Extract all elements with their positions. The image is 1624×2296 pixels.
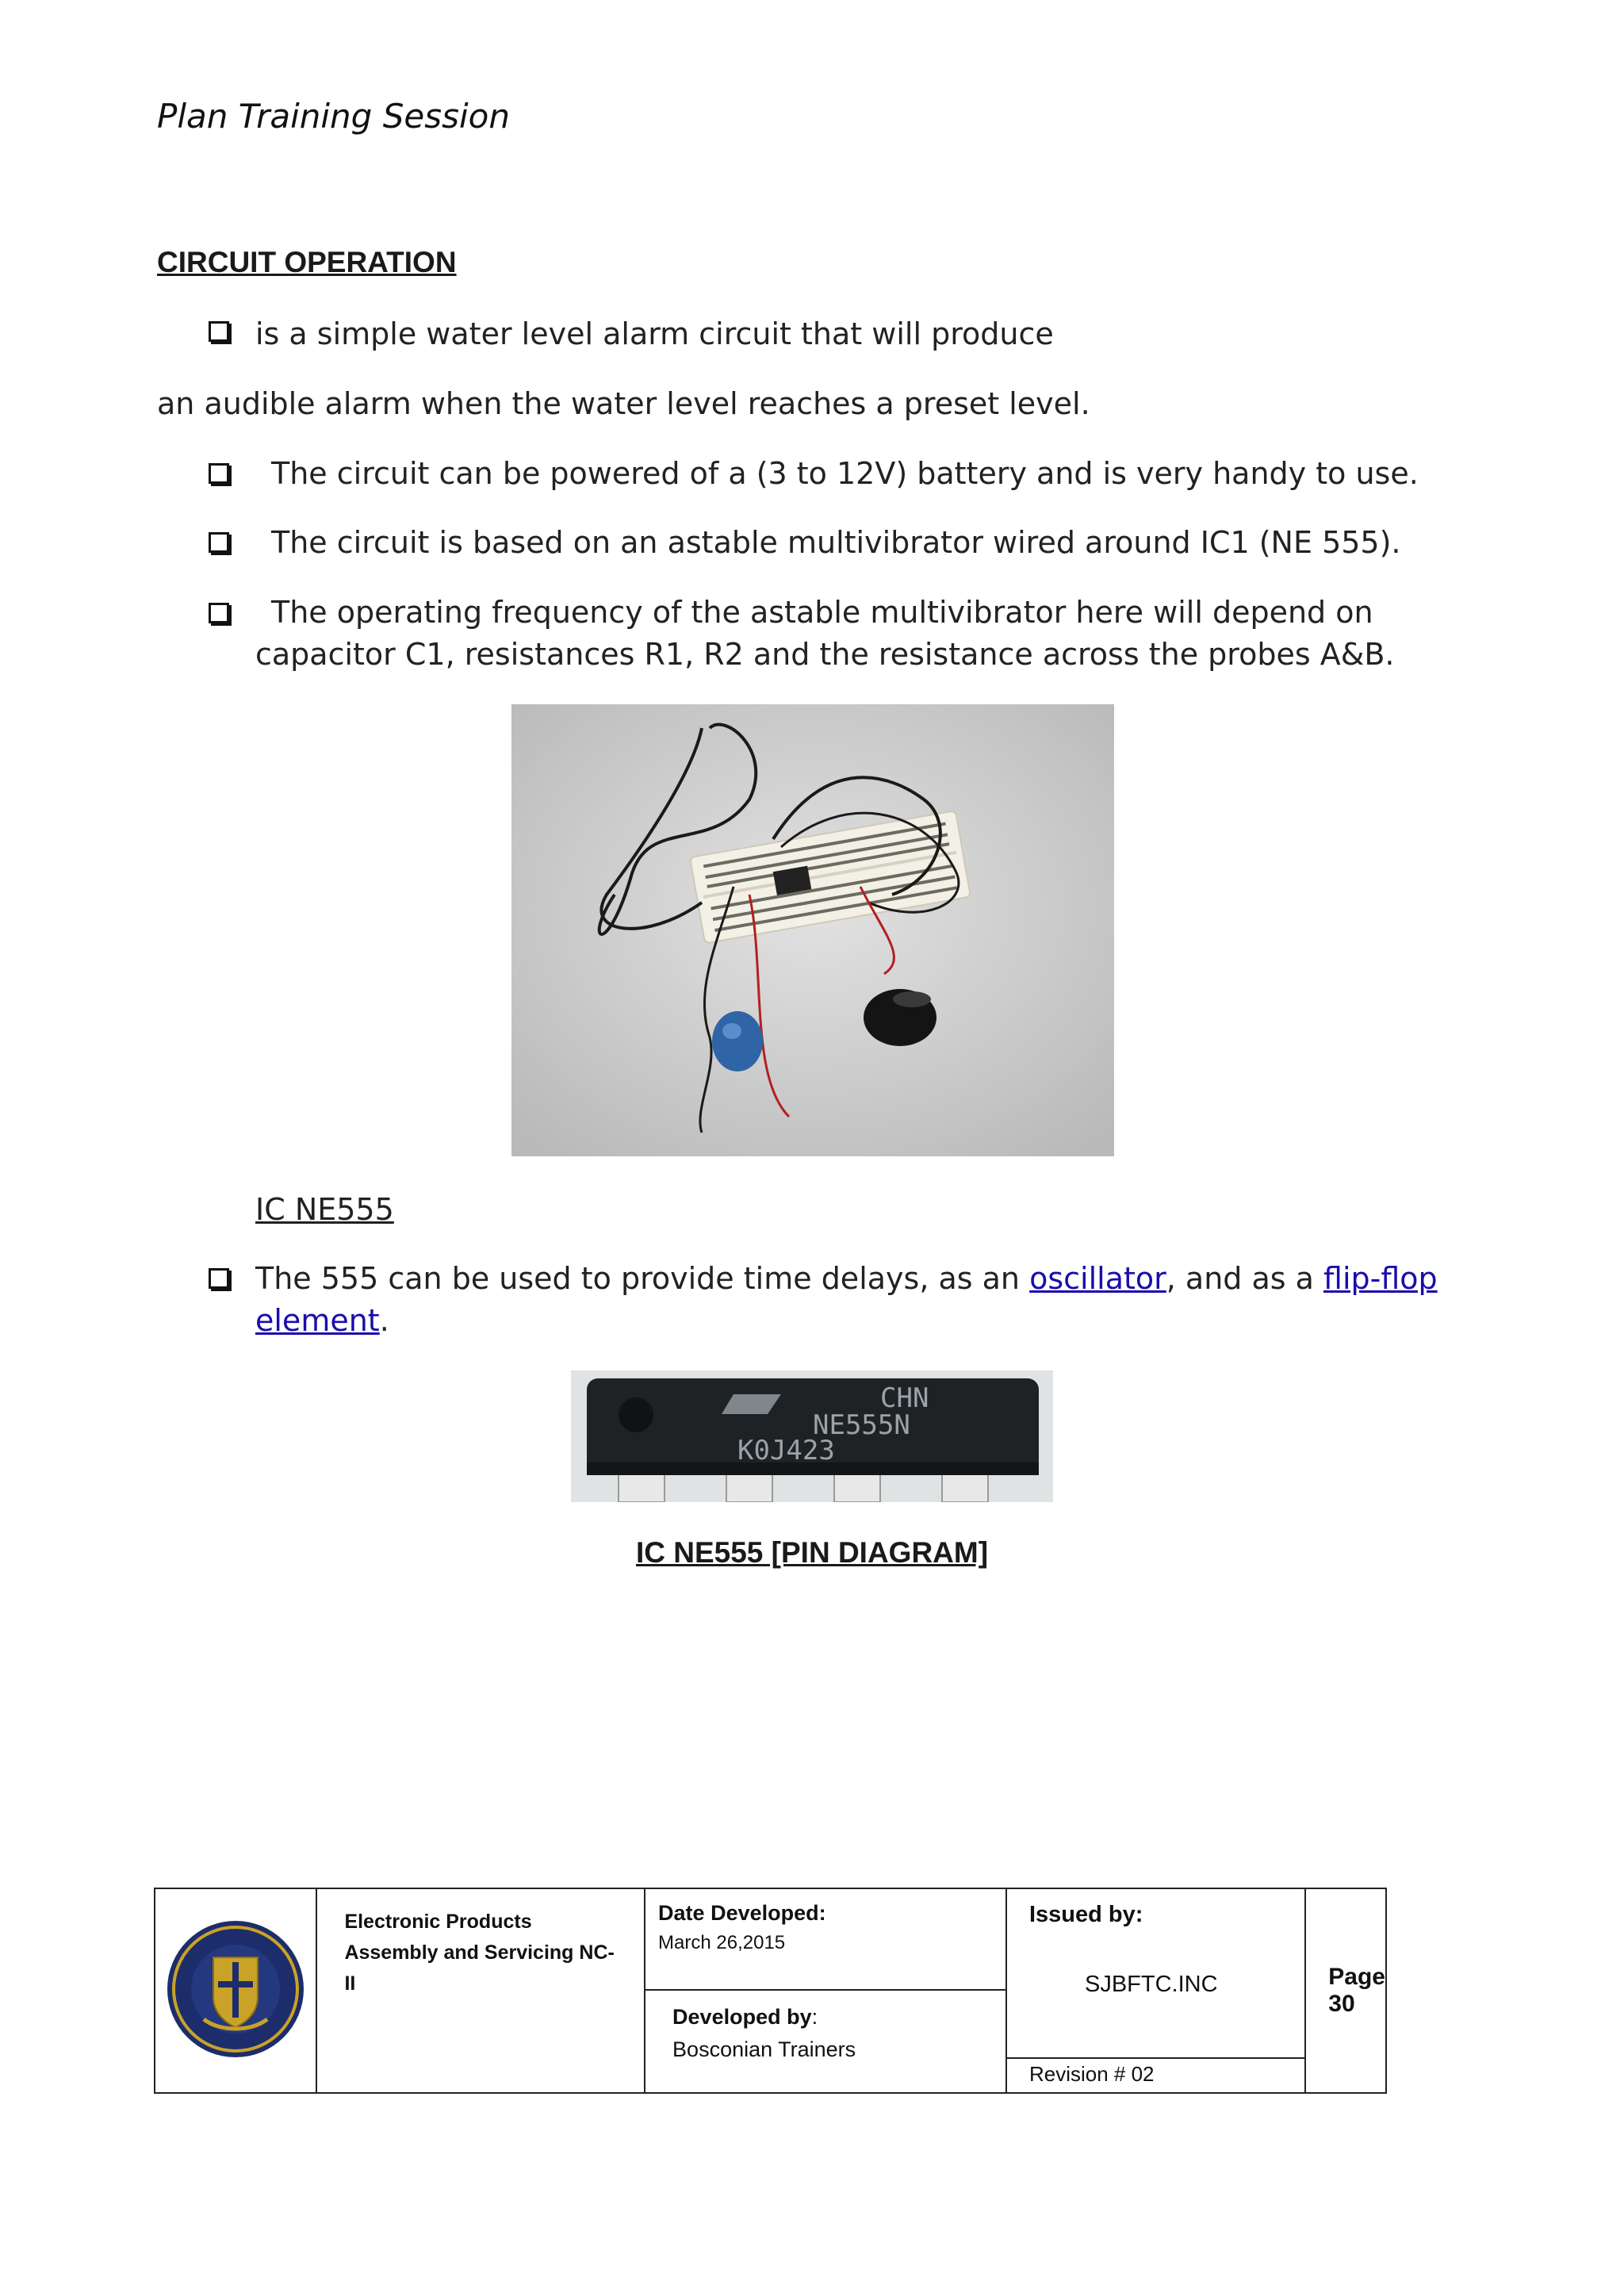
flip-flop-link[interactable]: flip-flop: [1323, 1261, 1438, 1296]
date-cell: [645, 1888, 1006, 1990]
flip-flop-element-link[interactable]: element: [255, 1303, 380, 1338]
developed-by: [672, 2000, 1005, 2033]
date-label: Date Developed:: [658, 1901, 826, 1925]
checkbox-bullet-icon: [209, 1268, 229, 1289]
page-cell: [1305, 1888, 1386, 2093]
circuit-photo: [511, 704, 1114, 1156]
ic-text-c: .: [379, 1303, 389, 1338]
bullet-text-4: The operating frequency of the astable multivibrator here will depend on: [271, 595, 1373, 630]
section-heading: CIRCUIT OPERATION: [157, 246, 457, 278]
paragraph-text: an audible alarm when the water level reaches a preset level.: [157, 386, 1090, 421]
developed-label: Developed by: [672, 2005, 812, 2029]
checkbox-bullet-icon: [209, 463, 229, 484]
bullet-text-2: The circuit can be powered of a (3 to 12V) battery and is very handy to use.: [271, 456, 1419, 491]
ic-label: IC NE555: [255, 1192, 394, 1227]
date-value: March 26,2015: [658, 1932, 786, 1953]
ic-chip-photo: [571, 1370, 1053, 1502]
checkbox-bullet-icon: [209, 321, 229, 342]
issued-cell: [1006, 1888, 1305, 2058]
logo-cell: [155, 1888, 316, 2093]
ic-chip-image: [571, 1370, 1053, 1502]
footer-table: [154, 1888, 1387, 2094]
chip-marking-3: K0J423: [737, 1435, 835, 1466]
page-number: Page 30: [1328, 1964, 1385, 2017]
bullet-text-4-cont: capacitor C1, resistances R1, R2 and the resistance across the probes A&B.: [255, 637, 1395, 672]
course-line-2: Assembly and Servicing NC-: [344, 1941, 615, 1964]
chip-marking-1: CHN: [880, 1382, 929, 1414]
checkbox-bullet-icon: [209, 532, 229, 553]
developed-cell: [645, 1990, 1006, 2093]
ic-text-b: , and as a: [1166, 1261, 1324, 1296]
bullet-text-1: is a simple water level alarm circuit that will produce: [255, 316, 1054, 351]
course-line-3: II: [344, 1972, 356, 1995]
ic-description-cont: [255, 1299, 389, 1342]
course-line-1: Electronic Products: [344, 1911, 532, 1933]
bullet-text-3: The circuit is based on an astable multivibrator wired around IC1 (NE 555).: [271, 525, 1401, 560]
revision-text: Revision # 02: [1028, 2062, 1155, 2086]
page-header-title: Plan Training Session: [157, 97, 510, 136]
school-logo-icon: [164, 1918, 307, 2060]
issued-label: Issued by:: [1028, 1902, 1143, 1927]
pin-diagram-caption: IC NE555 [PIN DIAGRAM]: [635, 1536, 989, 1569]
ic-description: [255, 1257, 1438, 1300]
checkbox-bullet-icon: [209, 603, 229, 623]
course-cell: [316, 1888, 645, 2093]
oscillator-link[interactable]: oscillator: [1029, 1261, 1166, 1296]
developed-value: Bosconian Trainers: [672, 2037, 856, 2061]
ic-text-a: The 555 can be used to provide time delays, as an: [255, 1261, 1030, 1296]
breadboard-image: [511, 704, 1114, 1156]
developed-colon: :: [811, 2005, 818, 2029]
revision-cell: [1006, 2058, 1305, 2093]
issued-value: SJBFTC.INC: [1084, 1972, 1218, 1997]
chip-marking-2: NE555N: [813, 1409, 910, 1441]
